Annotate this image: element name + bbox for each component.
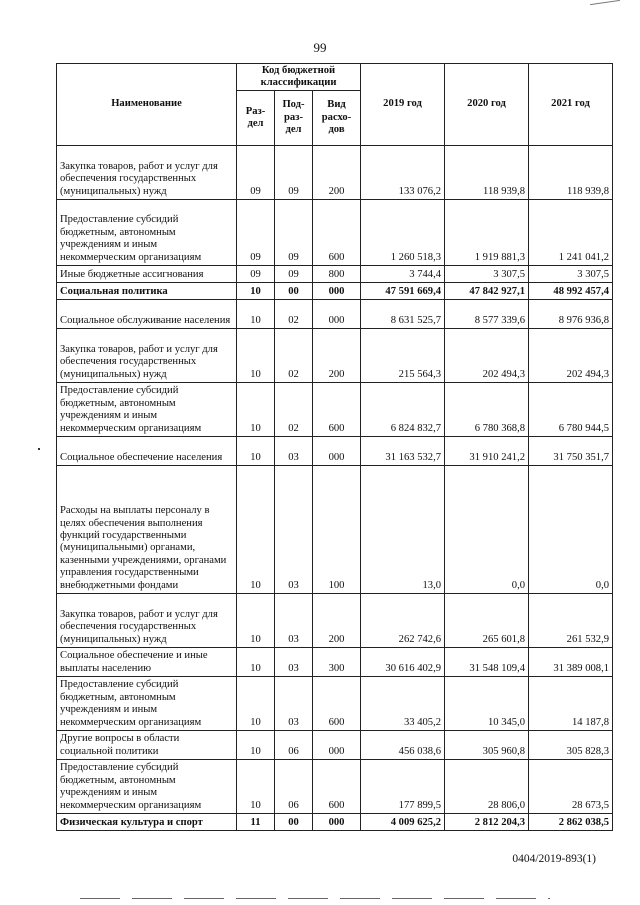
row-2019-value: 177 899,5 bbox=[361, 760, 445, 814]
row-section: 09 bbox=[237, 146, 275, 200]
row-section: 10 bbox=[237, 383, 275, 437]
row-2021-value: 8 976 936,8 bbox=[529, 300, 613, 329]
row-subsection: 02 bbox=[275, 300, 313, 329]
table-row bbox=[57, 437, 613, 466]
table-row bbox=[57, 814, 613, 831]
header-code-group: Код бюджетной классификации bbox=[237, 64, 361, 91]
row-2019-value: 47 591 669,4 bbox=[361, 283, 445, 300]
row-name: Расходы на выплаты персоналу в целях обеспечения выполнения функций государственными (муниципальными) органами, казенными учреждениями, органами управления государственными внебюджетными фондами bbox=[57, 466, 237, 594]
row-2021-value: 31 389 008,1 bbox=[529, 648, 613, 677]
header-section: Раз-дел bbox=[237, 91, 275, 146]
row-name: Предоставление субсидий бюджетным, автономным учреждениям и иным некоммерческим организациям bbox=[57, 677, 237, 731]
row-2021-value: 6 780 944,5 bbox=[529, 383, 613, 437]
row-name: Закупка товаров, работ и услуг для обеспечения государственных (муниципальных) нужд bbox=[57, 594, 237, 648]
row-2019-value: 1 260 518,3 bbox=[361, 200, 445, 266]
row-section: 11 bbox=[237, 814, 275, 831]
row-section: 10 bbox=[237, 466, 275, 594]
row-2019-value: 33 405,2 bbox=[361, 677, 445, 731]
row-2021-value: 1 241 041,2 bbox=[529, 200, 613, 266]
table-row bbox=[57, 648, 613, 677]
row-2020-value: 305 960,8 bbox=[445, 731, 529, 760]
row-expense-type: 000 bbox=[313, 814, 361, 831]
row-name: Другие вопросы в области социальной политики bbox=[57, 731, 237, 760]
row-name: Иные бюджетные ассигнования bbox=[57, 266, 237, 283]
header-2019: 2019 год bbox=[361, 64, 445, 146]
header-expense-type: Вид расхо-дов bbox=[313, 91, 361, 146]
row-2020-value: 47 842 927,1 bbox=[445, 283, 529, 300]
row-2020-value: 31 910 241,2 bbox=[445, 437, 529, 466]
row-2020-value: 202 494,3 bbox=[445, 329, 529, 383]
table-row bbox=[57, 466, 613, 594]
row-2020-value: 8 577 339,6 bbox=[445, 300, 529, 329]
row-2021-value: 118 939,8 bbox=[529, 146, 613, 200]
row-expense-type: 600 bbox=[313, 677, 361, 731]
row-section: 09 bbox=[237, 266, 275, 283]
row-2019-value: 8 631 525,7 bbox=[361, 300, 445, 329]
row-2021-value: 261 532,9 bbox=[529, 594, 613, 648]
row-2020-value: 265 601,8 bbox=[445, 594, 529, 648]
row-2021-value: 2 862 038,5 bbox=[529, 814, 613, 831]
row-subsection: 02 bbox=[275, 329, 313, 383]
row-expense-type: 600 bbox=[313, 383, 361, 437]
row-subsection: 02 bbox=[275, 383, 313, 437]
row-subsection: 06 bbox=[275, 731, 313, 760]
row-expense-type: 300 bbox=[313, 648, 361, 677]
row-expense-type: 100 bbox=[313, 466, 361, 594]
row-2020-value: 1 919 881,3 bbox=[445, 200, 529, 266]
row-expense-type: 200 bbox=[313, 594, 361, 648]
row-name: Социальное обслуживание населения bbox=[57, 300, 237, 329]
row-section: 10 bbox=[237, 329, 275, 383]
row-2020-value: 0,0 bbox=[445, 466, 529, 594]
row-expense-type: 600 bbox=[313, 200, 361, 266]
row-2020-value: 118 939,8 bbox=[445, 146, 529, 200]
row-2019-value: 133 076,2 bbox=[361, 146, 445, 200]
row-subsection: 03 bbox=[275, 466, 313, 594]
row-2019-value: 6 824 832,7 bbox=[361, 383, 445, 437]
row-name: Предоставление субсидий бюджетным, автономным учреждениям и иным некоммерческим организациям bbox=[57, 760, 237, 814]
row-name: Социальное обеспечение и иные выплаты населению bbox=[57, 648, 237, 677]
row-expense-type: 600 bbox=[313, 760, 361, 814]
row-name: Социальная политика bbox=[57, 283, 237, 300]
row-expense-type: 000 bbox=[313, 437, 361, 466]
row-expense-type: 200 bbox=[313, 329, 361, 383]
row-section: 10 bbox=[237, 594, 275, 648]
table-row bbox=[57, 300, 613, 329]
row-2019-value: 30 616 402,9 bbox=[361, 648, 445, 677]
document-code: 0404/2019-893(1) bbox=[512, 853, 596, 865]
table-row bbox=[57, 329, 613, 383]
row-2019-value: 456 038,6 bbox=[361, 731, 445, 760]
row-2021-value: 48 992 457,4 bbox=[529, 283, 613, 300]
table-row bbox=[57, 731, 613, 760]
row-section: 10 bbox=[237, 677, 275, 731]
row-2019-value: 4 009 625,2 bbox=[361, 814, 445, 831]
row-section: 10 bbox=[237, 437, 275, 466]
scan-dot bbox=[38, 448, 40, 450]
row-2019-value: 262 742,6 bbox=[361, 594, 445, 648]
row-2020-value: 3 307,5 bbox=[445, 266, 529, 283]
row-2021-value: 28 673,5 bbox=[529, 760, 613, 814]
row-2021-value: 0,0 bbox=[529, 466, 613, 594]
row-subsection: 03 bbox=[275, 437, 313, 466]
row-subsection: 09 bbox=[275, 200, 313, 266]
row-section: 10 bbox=[237, 648, 275, 677]
table-row bbox=[57, 146, 613, 200]
row-section: 10 bbox=[237, 283, 275, 300]
row-2019-value: 215 564,3 bbox=[361, 329, 445, 383]
row-subsection: 03 bbox=[275, 648, 313, 677]
row-2020-value: 31 548 109,4 bbox=[445, 648, 529, 677]
row-2020-value: 10 345,0 bbox=[445, 677, 529, 731]
row-name: Социальное обеспечение населения bbox=[57, 437, 237, 466]
row-2020-value: 6 780 368,8 bbox=[445, 383, 529, 437]
row-2021-value: 305 828,3 bbox=[529, 731, 613, 760]
row-2021-value: 202 494,3 bbox=[529, 329, 613, 383]
table-row bbox=[57, 200, 613, 266]
page-number: 99 bbox=[313, 40, 327, 55]
row-expense-type: 200 bbox=[313, 146, 361, 200]
row-2020-value: 2 812 204,3 bbox=[445, 814, 529, 831]
row-2020-value: 28 806,0 bbox=[445, 760, 529, 814]
table-row bbox=[57, 594, 613, 648]
scan-mark bbox=[590, 0, 620, 5]
row-section: 10 bbox=[237, 760, 275, 814]
row-expense-type: 000 bbox=[313, 283, 361, 300]
row-expense-type: 800 bbox=[313, 266, 361, 283]
row-2019-value: 3 744,4 bbox=[361, 266, 445, 283]
row-section: 10 bbox=[237, 300, 275, 329]
header-subsection: Под-раз-дел bbox=[275, 91, 313, 146]
row-2021-value: 3 307,5 bbox=[529, 266, 613, 283]
table-row bbox=[57, 383, 613, 437]
row-2021-value: 31 750 351,7 bbox=[529, 437, 613, 466]
row-subsection: 06 bbox=[275, 760, 313, 814]
row-subsection: 00 bbox=[275, 814, 313, 831]
row-name: Физическая культура и спорт bbox=[57, 814, 237, 831]
row-subsection: 09 bbox=[275, 146, 313, 200]
row-expense-type: 000 bbox=[313, 731, 361, 760]
row-expense-type: 000 bbox=[313, 300, 361, 329]
row-subsection: 03 bbox=[275, 677, 313, 731]
row-subsection: 09 bbox=[275, 266, 313, 283]
row-name: Предоставление субсидий бюджетным, автономным учреждениям и иным некоммерческим организациям bbox=[57, 383, 237, 437]
table-header bbox=[57, 64, 613, 146]
row-section: 09 bbox=[237, 200, 275, 266]
row-name: Предоставление субсидий бюджетным, автономным учреждениям и иным некоммерческим организациям bbox=[57, 200, 237, 266]
table-body bbox=[57, 146, 613, 831]
row-2019-value: 13,0 bbox=[361, 466, 445, 594]
scan-edge-line bbox=[80, 898, 550, 899]
row-2021-value: 14 187,8 bbox=[529, 677, 613, 731]
table-row bbox=[57, 677, 613, 731]
header-name: Наименование bbox=[57, 64, 237, 146]
row-subsection: 00 bbox=[275, 283, 313, 300]
header-2021: 2021 год bbox=[529, 64, 613, 146]
header-2020: 2020 год bbox=[445, 64, 529, 146]
row-section: 10 bbox=[237, 731, 275, 760]
table-row bbox=[57, 760, 613, 814]
row-name: Закупка товаров, работ и услуг для обеспечения государственных (муниципальных) нужд bbox=[57, 329, 237, 383]
budget-table bbox=[56, 63, 613, 831]
table-row bbox=[57, 283, 613, 300]
row-name: Закупка товаров, работ и услуг для обеспечения государственных (муниципальных) нужд bbox=[57, 146, 237, 200]
table-row bbox=[57, 266, 613, 283]
row-subsection: 03 bbox=[275, 594, 313, 648]
row-2019-value: 31 163 532,7 bbox=[361, 437, 445, 466]
